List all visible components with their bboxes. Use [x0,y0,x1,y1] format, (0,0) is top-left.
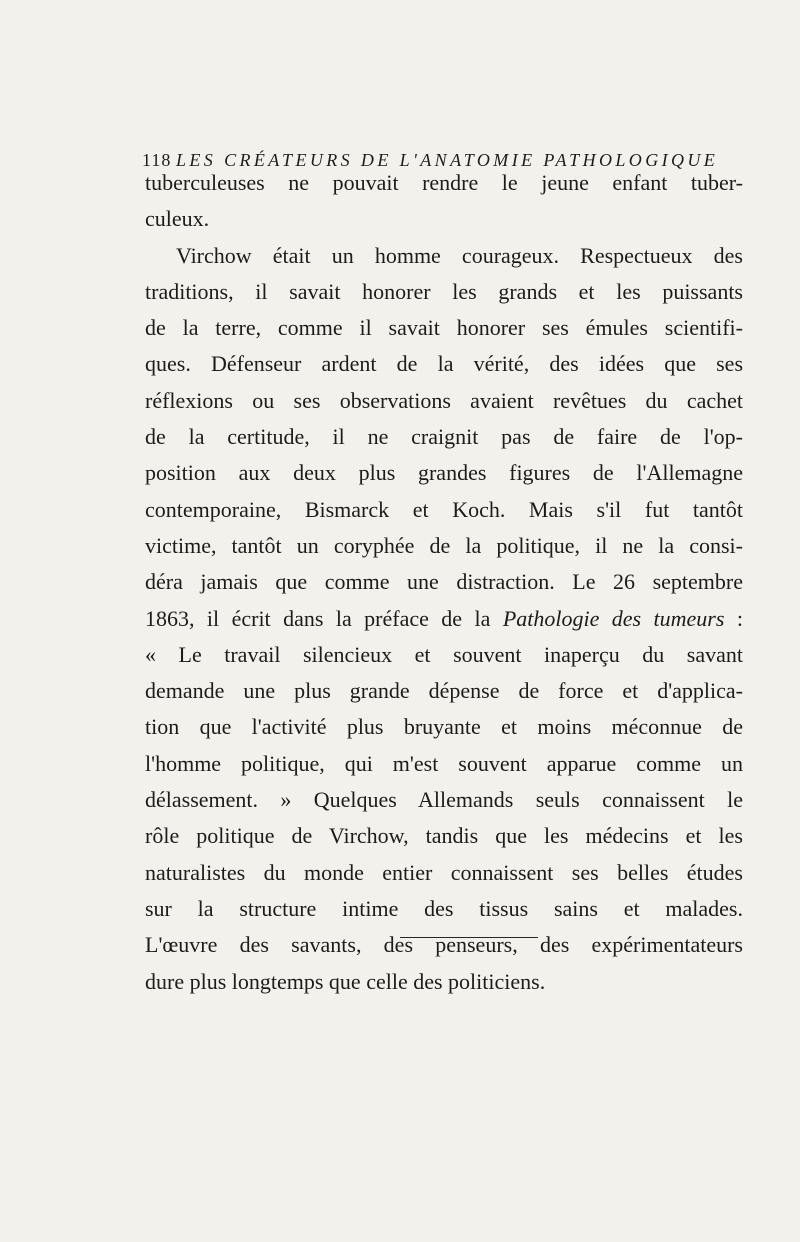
section-end-rule [400,937,538,938]
text-line: déra jamais que comme une distraction. Le 26 septembre [145,569,743,595]
text-line: position aux deux plus grandes figures de l'Allemagne [145,460,743,486]
text-line: contemporaine, Bismarck et Koch. Mais s'il fut tantôt [145,496,743,522]
text-line: de la terre, comme il savait honorer ses émules scientifi- [145,315,743,341]
page-number: 118 [142,150,172,170]
text-line: culeux. [145,206,210,232]
text-line: délassement. » Quelques Allemands seuls connaissent le [145,787,743,813]
quotation-line: « Le travail silencieux et souvent inaperçu du savant [145,641,743,667]
text-fragment: : [724,605,743,631]
text-line: dure plus longtemps que celle des politiciens. [145,968,546,994]
text-line-with-title [145,601,743,637]
text-line: rôle politique de Virchow, tandis que les médecins et les [145,823,743,849]
body-text [145,165,743,1000]
text-line: de la certitude, il ne craignit pas de faire de l'op- [145,424,743,450]
text-line: L'œuvre des savants, des penseurs, des expérimentateurs [145,932,743,958]
text-fragment: 1863, il écrit dans la préface de la [145,605,503,631]
text-line: ques. Défenseur ardent de la vérité, des idées que ses [145,351,743,377]
text-line: sur la structure intime des tissus sains et malades. [145,895,743,921]
text-line: naturalistes du monde entier connaissent ses belles études [145,859,743,885]
text-line: traditions, il savait honorer les grands et les puissants [145,278,743,304]
text-line: tion que l'activité plus bruyante et moins méconnue de [145,714,743,740]
text-line: réflexions ou ses observations avaient revêtues du cachet [145,387,743,413]
running-title: LES CRÉATEURS DE L'ANATOMIE PATHOLOGIQUE [176,150,719,170]
paragraph-start-line: Virchow était un homme courageux. Respectueux des [176,242,743,268]
text-line: victime, tantôt un coryphée de la politique, il ne la consi- [145,532,743,558]
text-line: demande une plus grande dépense de force et d'applica- [145,678,743,704]
text-line: l'homme politique, qui m'est souvent apparue comme un [145,750,743,776]
book-title-italic: Pathologie des tumeurs [502,605,725,631]
text-line: tuberculeuses ne pouvait rendre le jeune enfant tuber- [145,170,743,195]
